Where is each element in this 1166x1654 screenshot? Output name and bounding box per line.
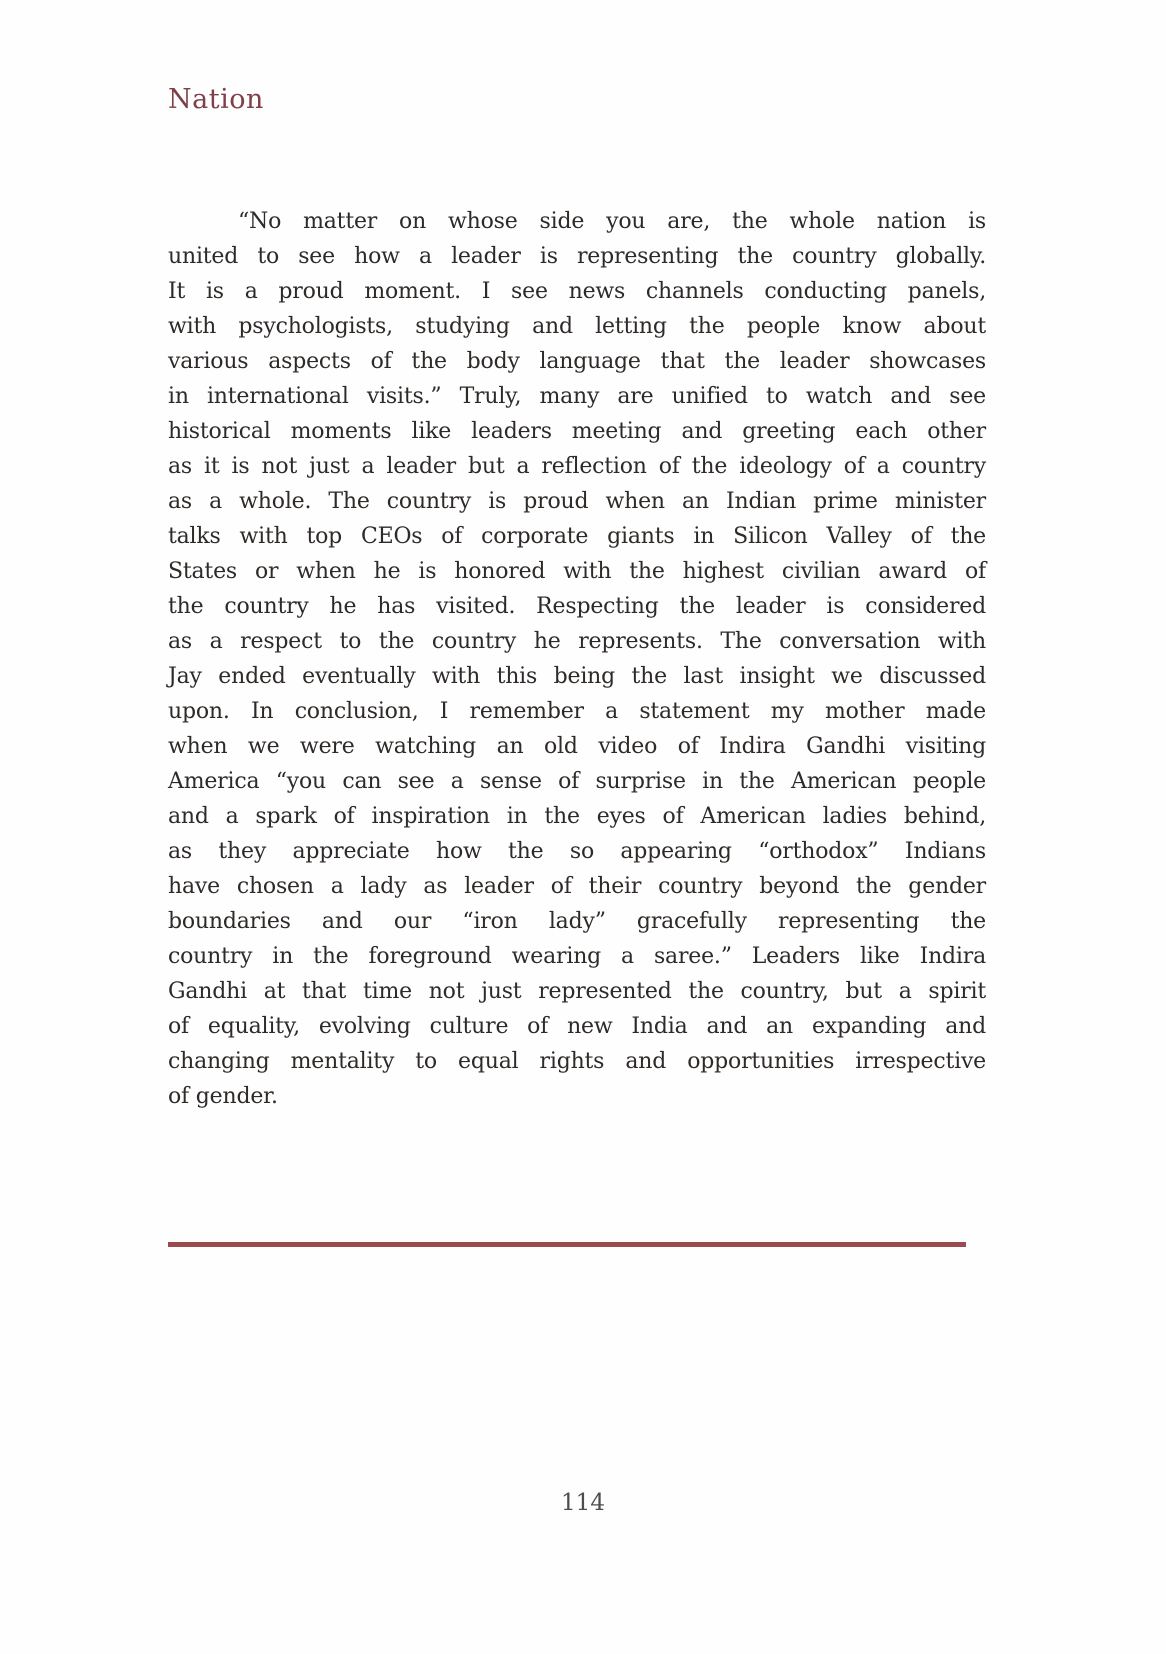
body-line: in international visits.” Truly, many are unified to watch and see [168, 384, 986, 409]
body-line: historical moments like leaders meeting and greeting each other [168, 419, 986, 444]
body-line: States or when he is honored with the highest civilian award of [168, 559, 986, 584]
body-paragraph [168, 204, 986, 1114]
body-line: of gender. [168, 1084, 278, 1109]
body-line: as a whole. The country is proud when an Indian prime minister [168, 489, 986, 514]
running-header-chapter-title: Nation [168, 84, 264, 115]
body-line: various aspects of the body language that the leader showcases [168, 349, 986, 374]
body-line: as it is not just a leader but a reflection of the ideology of a country [168, 454, 986, 479]
body-line: united to see how a leader is representing the country globally. [168, 244, 986, 269]
body-line: Jay ended eventually with this being the last insight we discussed [168, 664, 986, 689]
body-line: as they appreciate how the so appearing “orthodox” Indians [168, 839, 986, 864]
body-line: “No matter on whose side you are, the whole nation is [238, 209, 986, 234]
body-line: of equality, evolving culture of new India and an expanding and [168, 1014, 986, 1039]
body-line: boundaries and our “iron lady” gracefully representing the [168, 909, 986, 934]
body-line: country in the foreground wearing a saree.” Leaders like Indira [168, 944, 986, 969]
body-line: Gandhi at that time not just represented the country, but a spirit [168, 979, 986, 1004]
body-line: as a respect to the country he represents. The conversation with [168, 629, 986, 654]
body-line: with psychologists, studying and letting the people know about [168, 314, 986, 339]
section-divider-rule [168, 1242, 966, 1247]
body-line: when we were watching an old video of Indira Gandhi visiting [168, 734, 986, 759]
body-line: the country he has visited. Respecting the leader is considered [168, 594, 986, 619]
body-line: It is a proud moment. I see news channels conducting panels, [168, 279, 986, 304]
body-line: talks with top CEOs of corporate giants in Silicon Valley of the [168, 524, 986, 549]
body-line: changing mentality to equal rights and opportunities irrespective [168, 1049, 986, 1074]
body-line: and a spark of inspiration in the eyes of American ladies behind, [168, 804, 986, 829]
body-line: have chosen a lady as leader of their country beyond the gender [168, 874, 986, 899]
body-line: upon. In conclusion, I remember a statement my mother made [168, 699, 986, 724]
body-line: America “you can see a sense of surprise in the American people [168, 769, 986, 794]
page-number: 114 [561, 1490, 605, 1516]
